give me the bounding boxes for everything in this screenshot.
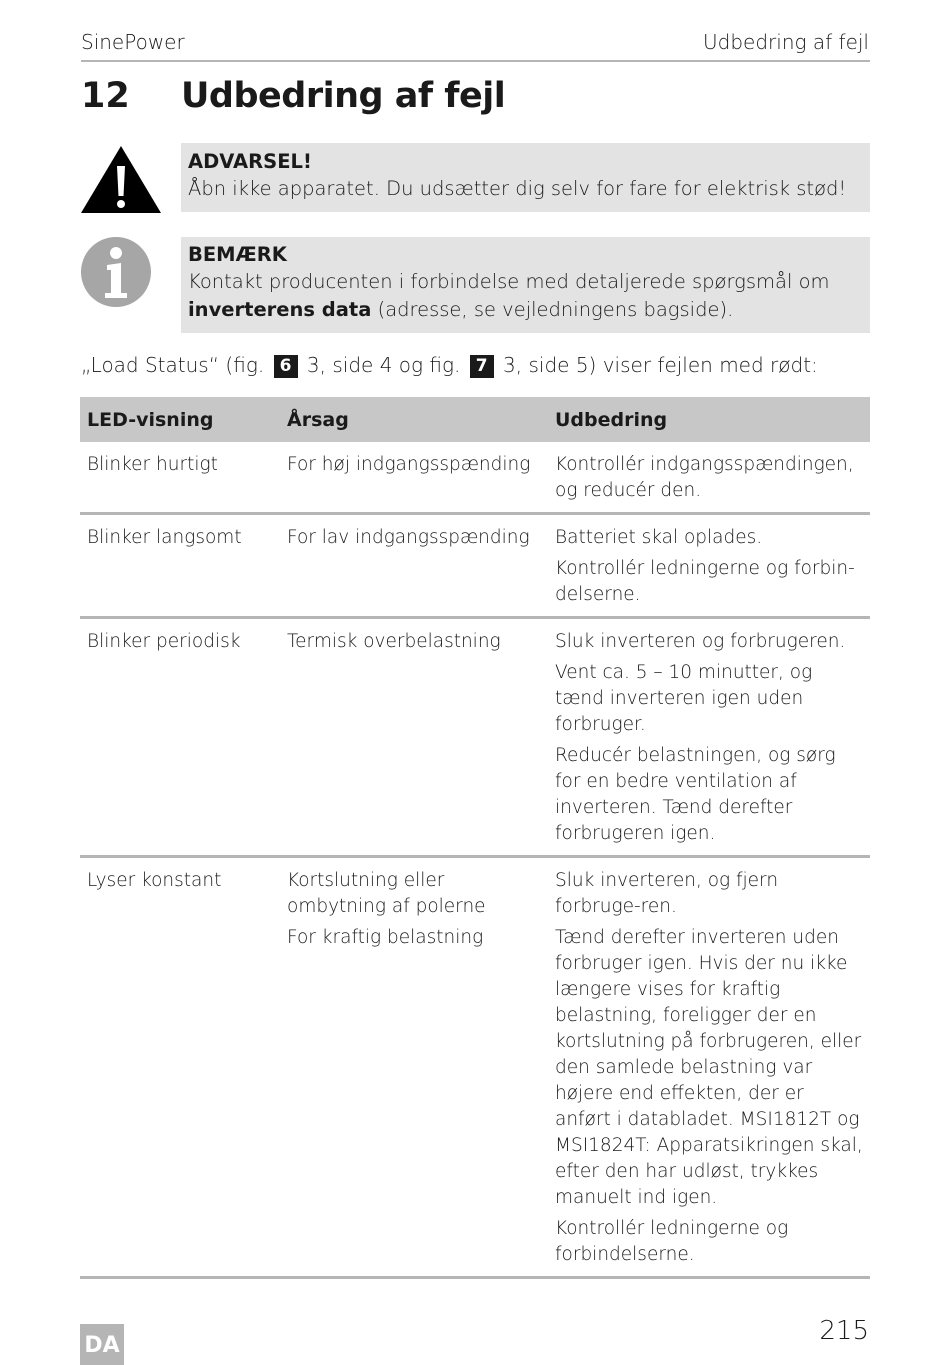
column-header-led: LED-visning (80, 397, 280, 442)
note-text (188, 268, 863, 324)
fix-text: Vent ca. 5 – 10 minutter, og tænd inverteren igen uden forbruger. (555, 662, 813, 735)
figure-badge-6: 6 (274, 355, 298, 378)
note-box (181, 237, 870, 333)
cause-text: For lav indgangsspænding (287, 527, 530, 548)
header-chapter-title: Udbedring af fejl (703, 30, 869, 54)
fix-text: Kontrollér indgangsspændingen, og reducér den. (555, 454, 854, 501)
table-header-row (80, 397, 870, 442)
cause-cell (280, 857, 548, 1278)
troubleshooting-table (80, 397, 870, 1279)
note-line2: (adresse, se vejledningens bagside). (371, 298, 734, 321)
column-header-cause: Årsag (280, 397, 548, 442)
warning-box (181, 143, 870, 212)
note-line1: Kontakt producenten i forbindelse med detaljerede spørgsmål om (188, 270, 830, 293)
table-row (80, 442, 870, 514)
cause-cell (280, 442, 548, 514)
header-divider (81, 60, 870, 62)
fix-text: Kontrollér ledningerne og forbin-delserne. (555, 558, 855, 605)
page-number: 215 (819, 1316, 869, 1346)
warning-triangle-icon (80, 144, 162, 214)
cause-cell (280, 618, 548, 857)
section-title: Udbedring af fejl (181, 76, 506, 116)
table-row (80, 514, 870, 618)
cause-text: For kraftig belastning (287, 927, 484, 948)
led-cell: Blinker hurtigt (80, 442, 280, 514)
fix-cell (548, 618, 870, 857)
fix-text: Sluk inverteren og forbrugeren. (555, 631, 846, 652)
fix-cell (548, 857, 870, 1278)
cause-text: For høj indgangsspænding (287, 454, 531, 475)
cause-text: Kortslutning eller ombytning af polerne (287, 870, 486, 917)
fix-text: Batteriet skal oplades. (555, 527, 763, 548)
fix-text: Reducér belastningen, og sørg for en bedre ventilation af inverteren. Tænd derefter forbrugeren igen. (555, 745, 836, 844)
note-bold-term: inverterens data (188, 298, 372, 321)
cause-cell (280, 514, 548, 618)
note-heading: BEMÆRK (188, 243, 287, 266)
table-row (80, 618, 870, 857)
led-cell: Blinker langsomt (80, 514, 280, 618)
fix-cell (548, 442, 870, 514)
header-product-name: SinePower (81, 30, 185, 54)
warning-text: Åbn ikke apparatet. Du udsætter dig selv for fare for elektrisk stød! (188, 177, 847, 200)
figure-badge-7: 7 (470, 355, 494, 378)
column-header-fix: Udbedring (548, 397, 870, 442)
language-badge: DA (80, 1324, 124, 1365)
fix-cell (548, 514, 870, 618)
table-row (80, 857, 870, 1278)
intro-text-1: „Load Status“ (fig. (81, 353, 271, 377)
led-cell: Blinker periodisk (80, 618, 280, 857)
cause-text: Termisk overbelastning (287, 631, 501, 652)
info-icon (80, 236, 152, 308)
fix-text: Kontrollér ledningerne og forbindelserne. (555, 1218, 789, 1265)
led-cell: Lyser konstant (80, 857, 280, 1278)
section-number: 12 (81, 76, 130, 116)
intro-paragraph (81, 352, 818, 378)
fix-text: Tænd derefter inverteren uden forbruger igen. Hvis der nu ikke længere vises for kraftig belastning, foreligger der en kortslutning på forbrugeren, eller den samlede belastning var højere end effekten, der er anført i databladet. MSI1812T og MSI1824T: Apparatsikringen skal, efter den har udløst, trykkes manuelt ind igen. (555, 927, 863, 1208)
intro-text-3: 3, side 5) viser fejlen med rødt: (496, 353, 818, 377)
fix-text: Sluk inverteren, og fjern forbruge-ren. (555, 870, 779, 917)
intro-text-2: 3, side 4 og fig. (300, 353, 467, 377)
warning-heading: ADVARSEL! (188, 150, 312, 173)
